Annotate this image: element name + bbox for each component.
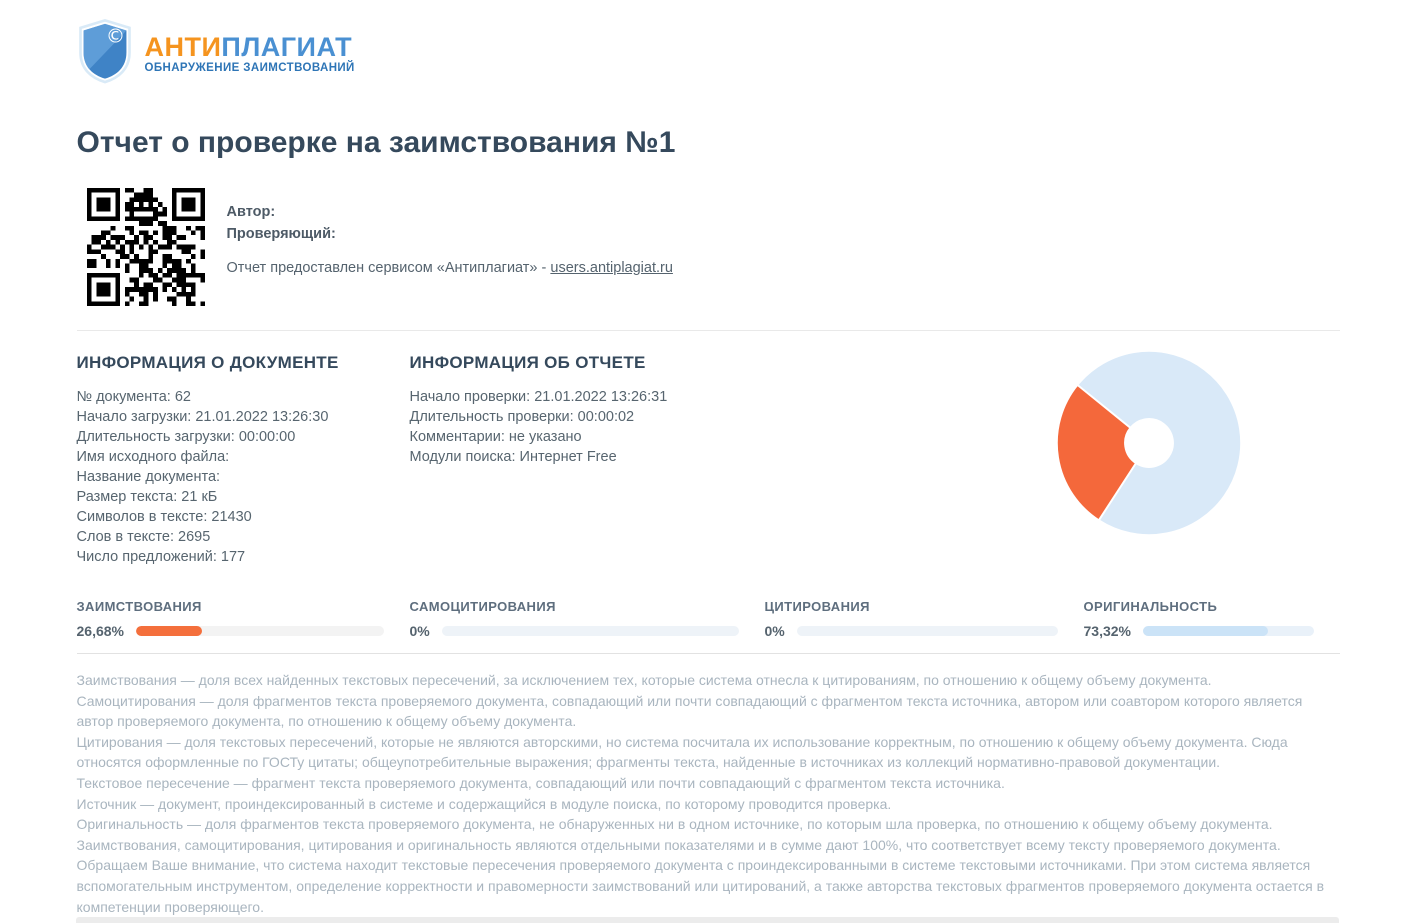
antiplagiat-logo — [77, 18, 1340, 88]
info-row: № документа: 62 — [76, 389, 191, 405]
document-info-title: ИНФОРМАЦИЯ О ДОКУМЕНТЕ — [76, 353, 339, 372]
logo-text — [145, 33, 355, 74]
metric-bar-fill — [1143, 626, 1268, 636]
legend-paragraph: Обращаем Ваше внимание, что система находит текстовые пересечения проверяемого документа с проиндексированными в системе текстовыми источниками. При этом система является вспомогательным инструментом, определение корректности и правомерности заимствований или цитирований, а также авторства текстовых фрагментов проверяемого документа остается в компетенции проверяющего. — [76, 857, 1325, 915]
brand-tagline: ОБНАРУЖЕНИЕ ЗАИМСТВОВАНИЙ — [144, 61, 355, 74]
author-block — [227, 188, 673, 306]
metric-bar-fill — [136, 626, 202, 636]
metric-label: ЗАИМСТВОВАНИЯ — [76, 599, 202, 614]
shield-copyright-icon — [77, 18, 133, 89]
section-divider-top — [77, 330, 1340, 331]
metric-value: 0% — [409, 623, 430, 639]
legend-paragraph: Цитирования — доля текстовых пересечений, которые не являются авторскими, но система посчитала их использование корректным, по отношению к общему объему документа. Сюда относятся оформленные по ГОСТу цитаты; общеупотребительные выражения; фрагменты текста, найденные в источниках из коллекций нормативно-правовой документации. — [76, 733, 1288, 771]
legend-paragraph: Заимствования — доля всех найденных текстовых пересечений, за исключением тех, которые система отнесла к цитированиям, по отношению к общему объему документа. — [76, 672, 1212, 688]
metric-bar-track — [136, 626, 384, 636]
author-label: Автор: — [226, 204, 276, 220]
legend-paragraph: Самоцитирования — доля фрагментов текста проверяемого документа, совпадающий или почти совпадающий с фрагментом текста источника, автором или соавтором которого является автор проверяемого документа, по отношению к общему объему документа. — [76, 692, 1303, 730]
metric-value: 0% — [764, 623, 785, 639]
terms-legend — [77, 670, 1340, 917]
legend-paragraph: Заимствования, самоцитирования, цитирования и оригинальность являются отдельными показателями и в сумме дают 100%, что соответствует всему тексту проверяемого документа. — [76, 836, 1281, 853]
originality-donut-chart — [1053, 347, 1245, 567]
metrics-row — [77, 599, 1340, 639]
service-note-text: Отчет предоставлен сервисом «Антиплагиат» - — [226, 260, 551, 276]
metric-value: 26,68% — [76, 623, 124, 639]
info-row: Модули поиска: Интернет Free — [409, 449, 617, 465]
svg-text:©: © — [105, 23, 125, 47]
info-row: Число предложений: 177 — [76, 549, 246, 565]
qr-code — [87, 188, 205, 306]
metric-label: ОРИГИНАЛЬНОСТЬ — [1083, 599, 1218, 614]
info-row: Имя исходного файла: — [76, 449, 230, 465]
section-divider-legend — [77, 653, 1340, 654]
metric-self-citations — [410, 599, 765, 639]
report-header-block — [87, 188, 1340, 306]
service-note — [227, 257, 673, 279]
info-row: Длительность загрузки: 00:00:00 — [76, 429, 296, 445]
document-info-section — [77, 353, 410, 567]
metric-bar-track — [797, 626, 1058, 636]
metric-citations — [765, 599, 1084, 639]
report-page — [77, 0, 1340, 917]
legend-paragraph: Оригинальность — доля фрагментов текста проверяемого документа, не обнаруженных ни в одном источнике, по которым шла проверка, по отношению к общему объему документа. — [76, 816, 1273, 833]
metric-bar-track — [1143, 626, 1314, 636]
info-row: Начало загрузки: 21.01.2022 13:26:30 — [76, 409, 329, 425]
metric-originality — [1084, 599, 1340, 639]
legend-paragraph: Текстовое пересечение — фрагмент текста проверяемого документа, совпадающий или почти совпадающий с фрагментом текста источника. — [76, 774, 1005, 791]
info-row: Слов в тексте: 2695 — [76, 529, 211, 545]
info-row: Размер текста: 21 кБ — [76, 489, 218, 505]
report-info-section — [410, 353, 1053, 567]
metric-label: ЦИТИРОВАНИЯ — [764, 599, 870, 614]
page-title: Отчет о проверке на заимствования №1 — [76, 126, 676, 159]
info-row: Символов в тексте: 21430 — [76, 509, 252, 525]
brand-part-plagiat: ПЛАГИАТ — [221, 31, 353, 62]
info-row: Название документа: — [76, 469, 221, 485]
brand-name — [145, 33, 355, 61]
metric-label: САМОЦИТИРОВАНИЯ — [409, 599, 556, 614]
report-info-title: ИНФОРМАЦИЯ ОБ ОТЧЕТЕ — [409, 353, 646, 372]
legend-paragraph: Источник — документ, проиндексированный в системе и содержащийся в модуле поиска, по которому проводится проверка. — [76, 795, 892, 812]
info-sections — [77, 353, 1340, 567]
metric-value: 73,32% — [1083, 623, 1131, 639]
info-row: Длительность проверки: 00:00:02 — [409, 409, 635, 425]
next-section-strip — [76, 917, 1339, 923]
info-row: Начало проверки: 21.01.2022 13:26:31 — [409, 389, 668, 405]
antiplagiat-site-link[interactable]: users.antiplagiat.ru — [550, 260, 673, 276]
metric-borrowings — [77, 599, 410, 639]
metric-bar-track — [442, 626, 739, 636]
brand-part-anti: АНТИ — [144, 31, 222, 62]
info-row: Комментарии: не указано — [409, 429, 582, 445]
reviewer-label: Проверяющий: — [226, 226, 336, 242]
